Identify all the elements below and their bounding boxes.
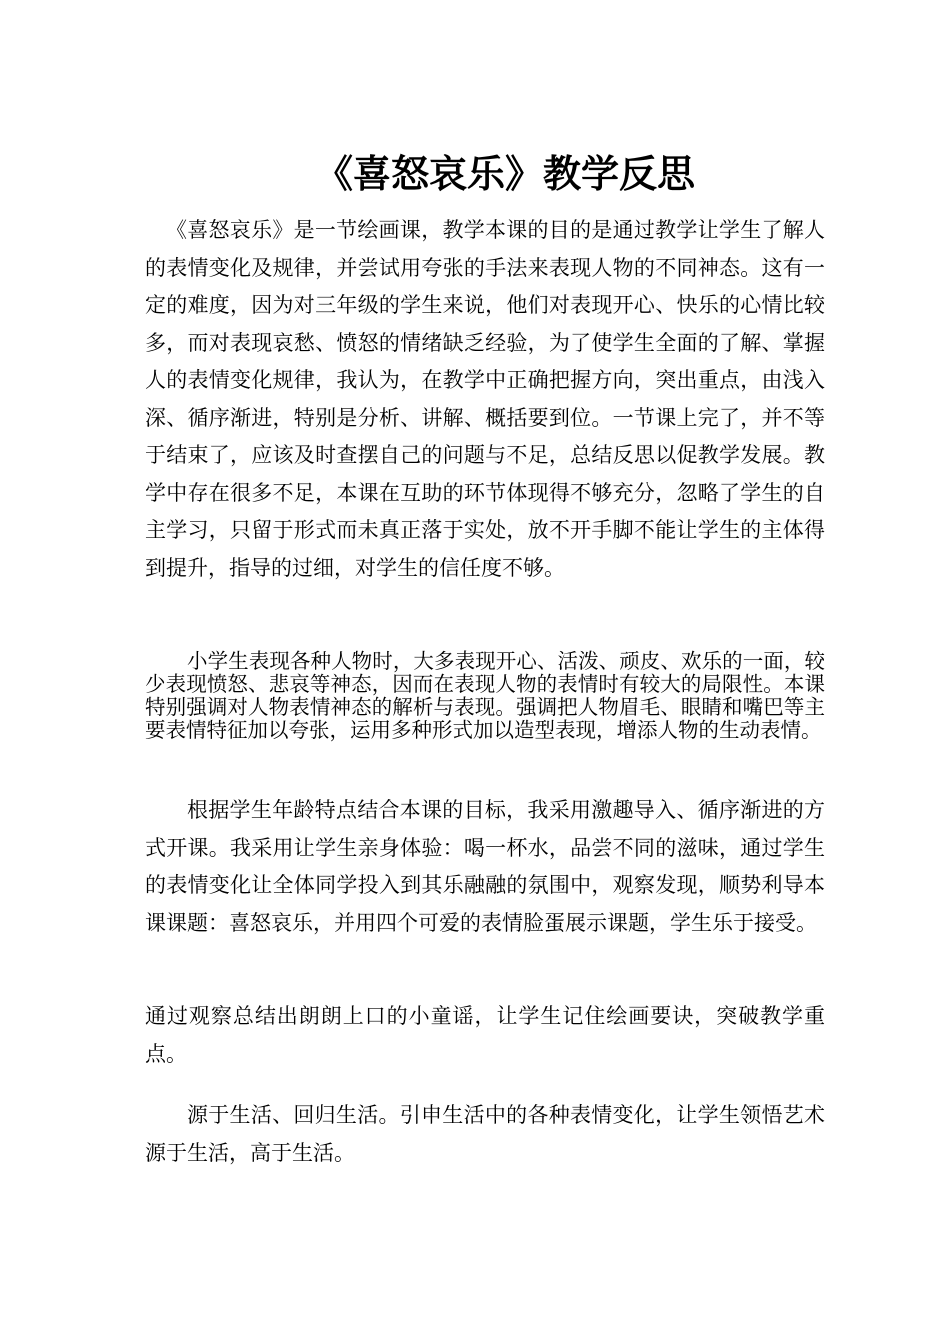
paragraph-2: 小学生表现各种人物时，大多表现开心、活泼、顽皮、欢乐的一面，较少表现愤怒、悲哀等神态，因而在表现人物的表情时有较大的局限性。本课特别强调对人物表情神态的解析与表现。强调把人物眉毛、眼睛和嘴巴等主要表情特征加以夸张，运用多种形式加以造型表现，增添人物的生动表情。 <box>145 649 825 742</box>
paragraph-4: 通过观察总结出朗朗上口的小童谣，让学生记住绘画要诀，突破教学重点。 <box>145 1004 825 1066</box>
paragraph-5: 源于生活、回归生活。引申生活中的各种表情变化，让学生领悟艺术源于生活，高于生活。 <box>145 1103 825 1165</box>
paragraph-1: 《喜怒哀乐》是一节绘画课，教学本课的目的是通过教学让学生了解人的表情变化及规律，并尝试用夸张的手法来表现人物的不同神态。这有一定的难度，因为对三年级的学生来说，他们对表现开心、快乐的心情比较多，而对表现哀愁、愤怒的情绪缺乏经验，为了使学生全面的了解、掌握人的表情变化规律，我认为，在教学中正确把握方向，突出重点，由浅入深、循序渐进，特别是分析、讲解、概括要到位。一节课上完了，并不等于结束了，应该及时查摆自己的问题与不足，总结反思以促教学发展。教学中存在很多不足，本课在互助的环节体现得不够充分，忽略了学生的自主学习，只留于形式而未真正落于实处，放不开手脚不能让学生的主体得到提升，指导的过细，对学生的信任度不够。 <box>145 218 825 580</box>
paragraph-3: 根据学生年龄特点结合本课的目标，我采用激趣导入、循序渐进的方式开课。我采用让学生亲身体验：喝一杯水，品尝不同的滋味，通过学生的表情变化让全体同学投入到其乐融融的氛围中，观察发现，顺势利导本课课题：喜怒哀乐，并用四个可爱的表情脸蛋展示课题，学生乐于接受。 <box>145 798 825 935</box>
document-title: 《喜怒哀乐》教学反思 <box>314 151 695 197</box>
